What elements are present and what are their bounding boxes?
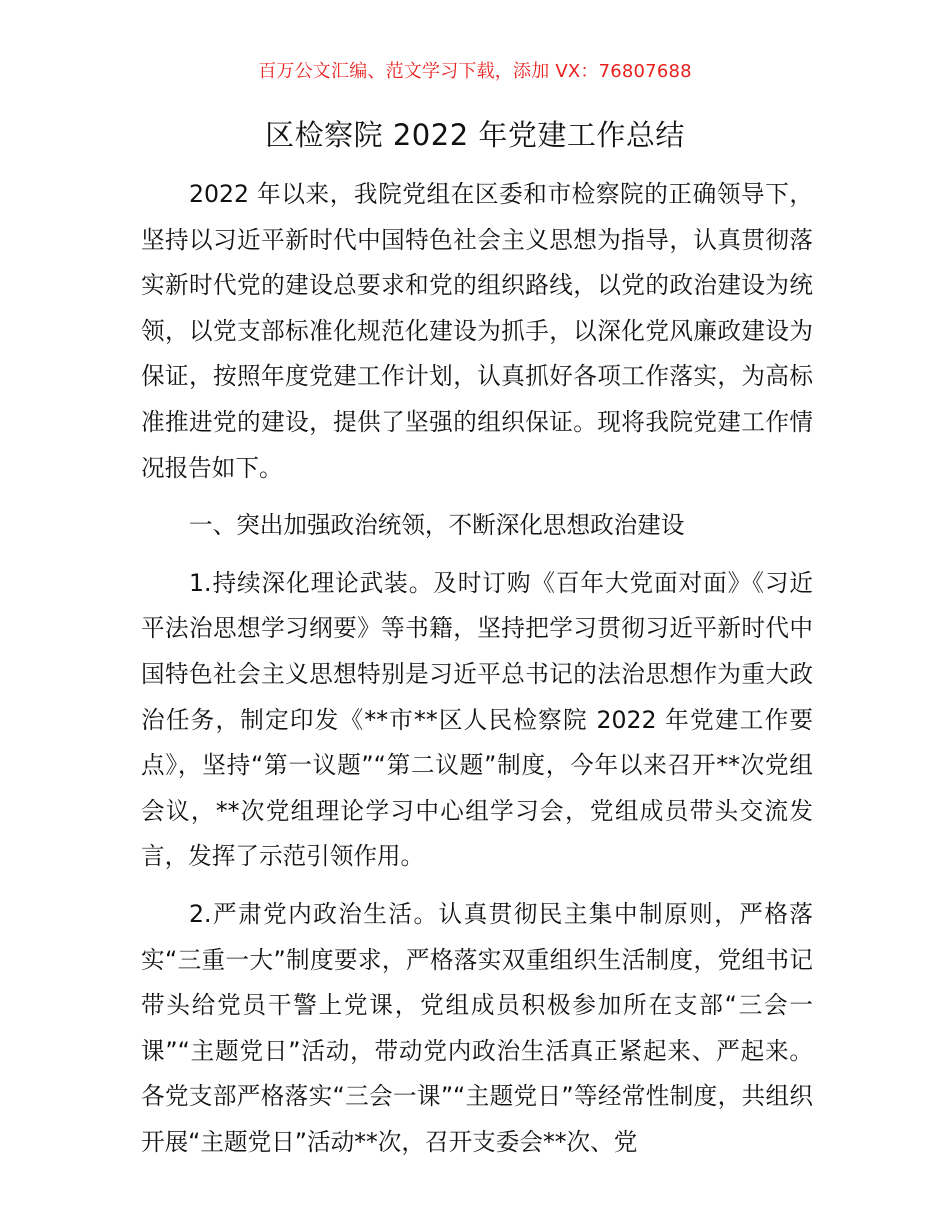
- item-paragraph-2: 2.严肃党内政治生活。认真贯彻民主集中制原则，严格落实“三重一大”制度要求，严格落实双重组织生活制度，党组书记带头给党员干警上党课，党组成员积极参加所在支部“三会一课”“主题党日”活动，带动党内政治生活真正紧起来、严起来。各党支部严格落实“三会一课”“主题党日”等经常性制度，共组织开展“主题党日”活动**次，召开支委会**次、党: [141, 899, 813, 1156]
- section-heading-1: 一、突出加强政治统领，不断深化思想政治建设: [189, 511, 685, 540]
- document-title: 区检察院 2022 年党建工作总结: [265, 118, 685, 152]
- item-paragraph-1: 1.持续深化理论武装。及时订购《百年大党面对面》《习近平法治思想学习纲要》等书籍，坚持把学习贯彻习近平新时代中国特色社会主义思想特别是习近平总书记的法治思想作为重大政治任务，制定印发《**市**区人民检察院 2022 年党建工作要点》，坚持“第一议题”“第二议题”制度，今年以来召开**次党组会议，**次党组理论学习中心组学习会，党组成员带头交流发言，发挥了示范引领作用。: [141, 568, 813, 871]
- watermark-header: 百万公文汇编、范文学习下载，添加 VX：76807688: [258, 61, 692, 82]
- intro-paragraph: 2022 年以来，我院党组在区委和市检察院的正确领导下，坚持以习近平新时代中国特色社会主义思想为指导，认真贯彻落实新时代党的建设总要求和党的组织路线，以党的政治建设为统领，以党支部标准化规范化建设为抓手，以深化党风廉政建设为保证，按照年度党建工作计划，认真抓好各项工作落实，为高标准推进党的建设，提供了坚强的组织保证。现将我院党建工作情况报告如下。: [141, 180, 813, 482]
- document-body: [141, 172, 813, 1165]
